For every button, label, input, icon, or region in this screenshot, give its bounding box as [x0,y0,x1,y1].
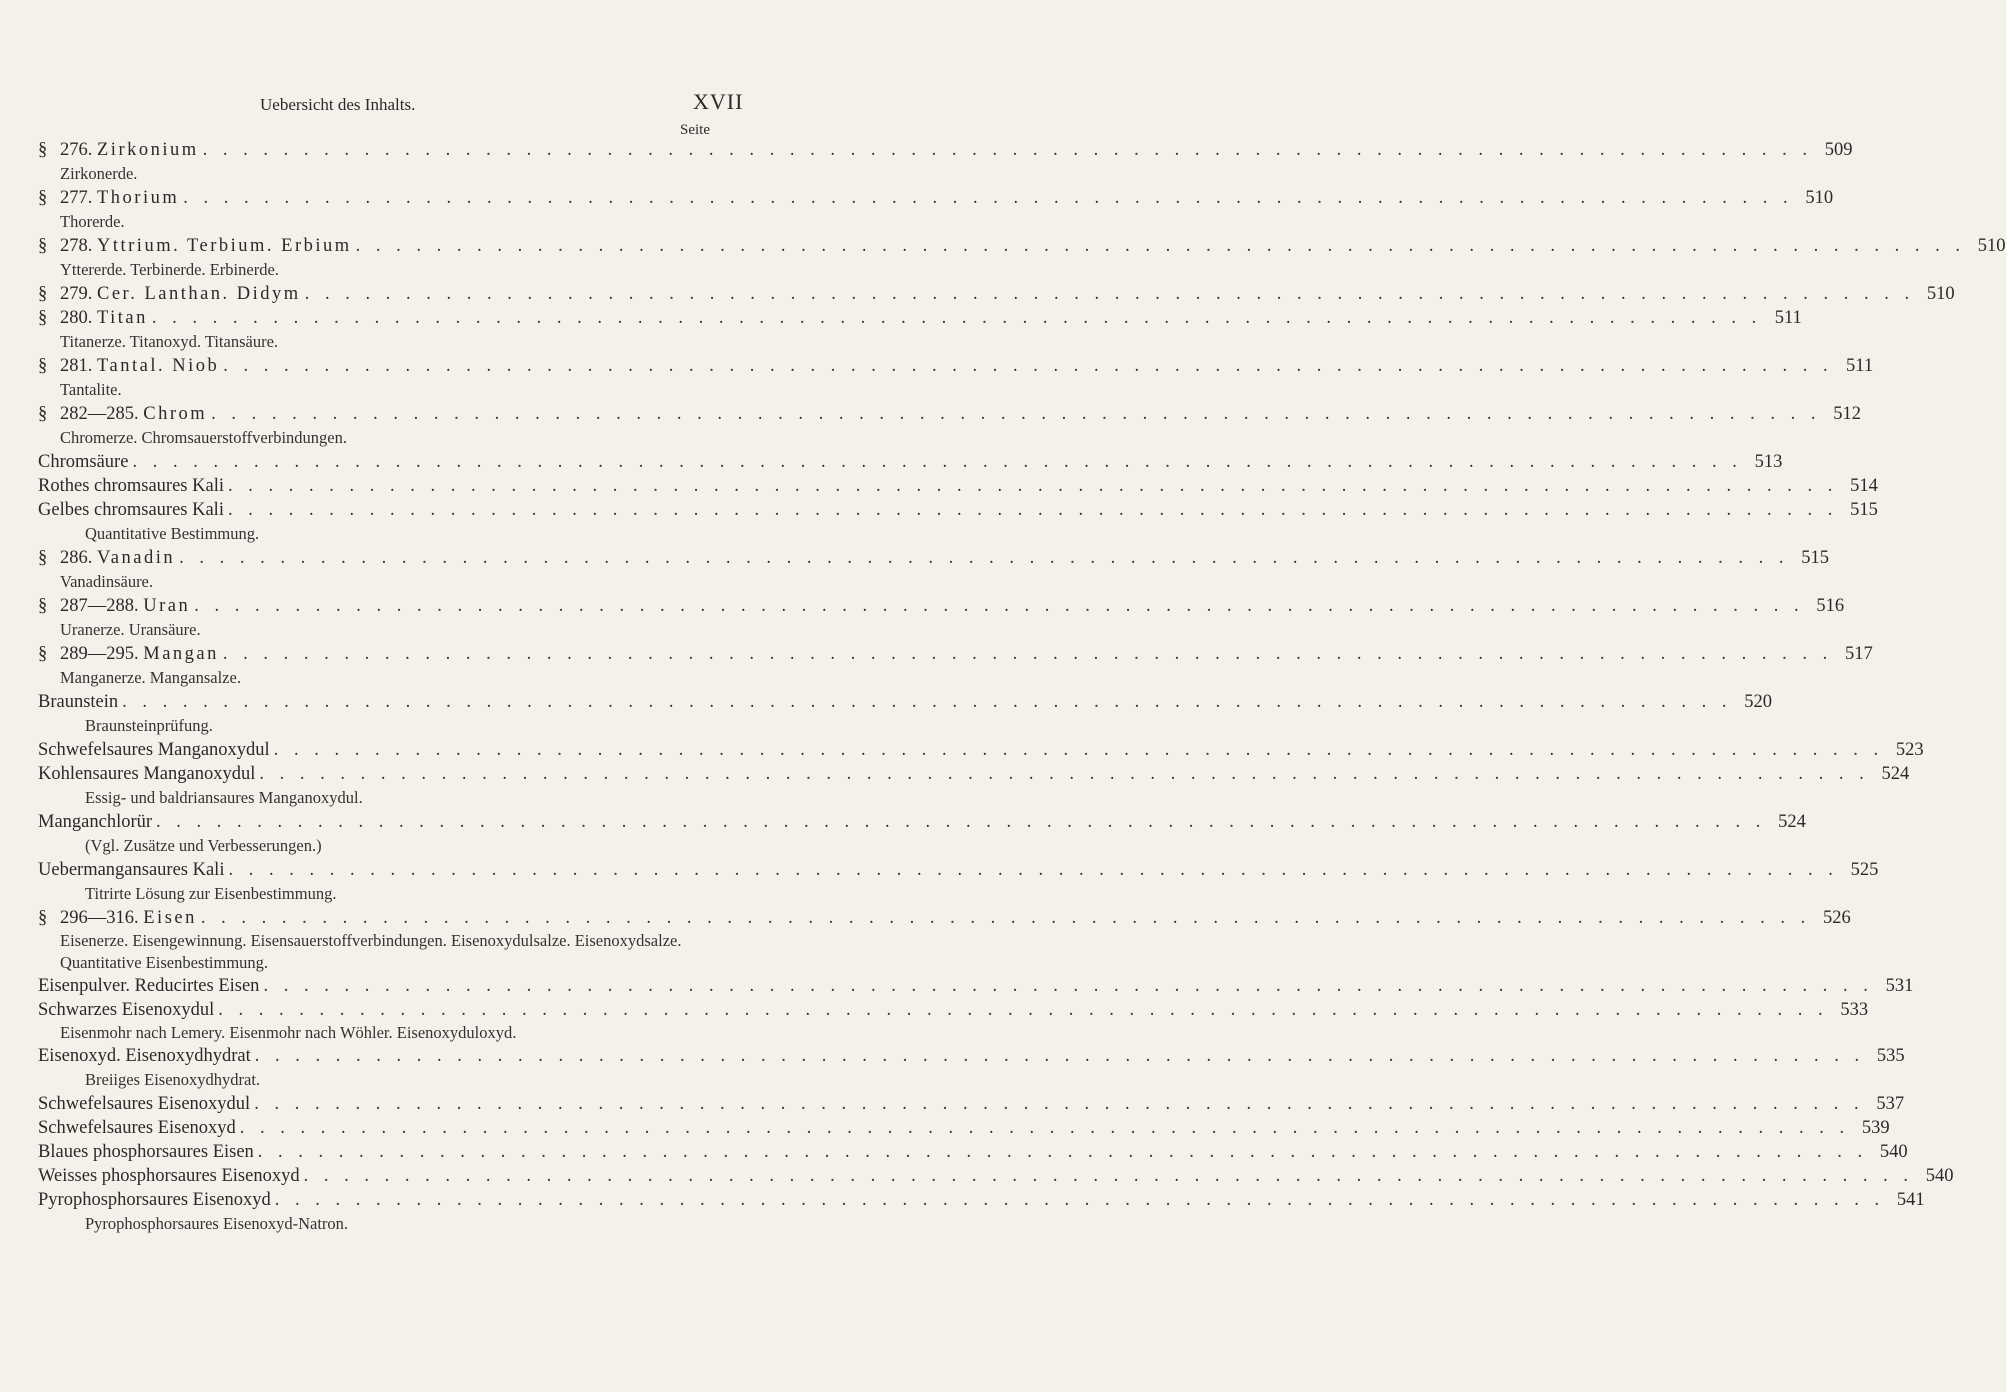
toc-entry [38,354,1874,378]
entry-page: 537 [1876,1094,1905,1114]
entry-page: 510 [1926,284,1955,304]
leader-dots: . . . . . . . . . . . . . . . . . . . . . . . . . . . . . . . . . . . . . . . . . . . . . . . . . . . . . . . . . . . . . . . . . . . . . . . . . . . . . . . . [122,692,1733,712]
entry-title: Gelbes chromsaures Kali [38,500,224,520]
leader-dots: . . . . . . . . . . . . . . . . . . . . . . . . . . . . . . . . . . . . . . . . . . . . . . . . . . . . . . . . . . . . . . . . . . . . . . . . . . . . . . . . [202,140,1813,160]
entry-title: Titan [97,308,148,328]
toc-entry [38,474,1878,498]
leader-dots: . . . . . . . . . . . . . . . . . . . . . . . . . . . . . . . . . . . . . . . . . . . . . . . . . . . . . . . . . . . . . . . . . . . . . . . . . . . . . . . . [211,404,1822,424]
section-number: 287—288. [60,596,144,616]
leader-dots: . . . . . . . . . . . . . . . . . . . . . . . . . . . . . . . . . . . . . . . . . . . . . . . . . . . . . . . . . . . . . . . . . . . . . . . . . . . . . . . . [239,1118,1850,1138]
toc-entry [38,1092,1905,1116]
leader-dots: . . . . . . . . . . . . . . . . . . . . . . . . . . . . . . . . . . . . . . . . . . . . . . . . . . . . . . . . . . . . . . . . . . . . . . . . . . . . . . . . [151,308,1762,328]
toc-entry [38,234,2006,258]
entry-title: Blaues phosphorsaures Eisen [38,1142,254,1162]
entry-page: 524 [1881,764,1910,784]
toc-entry [38,282,1955,306]
entry-page: 511 [1846,356,1874,376]
entry-page: 520 [1744,692,1773,712]
section-number: 289—295. [60,644,144,664]
leader-dots: . . . . . . . . . . . . . . . . . . . . . . . . . . . . . . . . . . . . . . . . . . . . . . . . . . . . . . . . . . . . . . . . . . . . . . . . . . . . . . . . [274,1190,1885,1210]
section-sign: § [38,140,48,160]
leader-dots: . . . . . . . . . . . . . . . . . . . . . . . . . . . . . . . . . . . . . . . . . . . . . . . . . . . . . . . . . . . . . . . . . . . . . . . . . . . . . . . . [200,908,1811,928]
entry-title: Schwarzes Eisenoxydul [38,1000,215,1020]
entry-title: Schwefelsaures Eisenoxydul [38,1094,251,1114]
page-number: XVII [693,89,744,114]
leader-dots: . . . . . . . . . . . . . . . . . . . . . . . . . . . . . . . . . . . . . . . . . . . . . . . . . . . . . . . . . . . . . . . . . . . . . . . . . . . . . . . . [222,644,1833,664]
section-sign: § [38,548,48,568]
toc-entry [38,998,1869,1022]
entry-title: Vanadin [97,548,176,568]
entry-page: 525 [1850,860,1879,880]
toc-subentry: Eisenerze. Eisengewinnung. Eisensauerstoffverbindungen. Eisenoxydulsalze. Eisenoxydsalze. Quantitative Eisenbestimmung. [60,931,682,972]
toc-entry [38,906,1851,930]
toc-subentry: Titrirte Lösung zur Eisenbestimmung. [85,884,337,903]
entry-page: 516 [1816,596,1845,616]
leader-dots: . . . . . . . . . . . . . . . . . . . . . . . . . . . . . . . . . . . . . . . . . . . . . . . . . . . . . . . . . . . . . . . . . . . . . . . . . . . . . . . . [273,740,1884,760]
toc-entry [38,1140,1908,1164]
entry-title: Thorium [97,188,180,208]
entry-title: Chrom [143,404,208,424]
entry-title: Rothes chromsaures Kali [38,476,224,496]
section-number: 281. [60,356,97,376]
entry-title: Tantal. Niob [97,356,220,376]
section-sign: § [38,236,48,256]
toc-entry [38,1188,1925,1212]
toc-entry [38,402,1862,426]
entry-title: Yttrium. Terbium. Erbium [97,236,352,256]
entry-title: Manganchlorür [38,812,153,832]
entry-page: 515 [1801,548,1829,568]
section-sign: § [38,356,48,376]
toc-entry [38,690,1773,714]
entry-page: 509 [1824,140,1853,160]
section-number: 278. [60,236,97,256]
leader-dots: . . . . . . . . . . . . . . . . . . . . . . . . . . . . . . . . . . . . . . . . . . . . . . . . . . . . . . . . . . . . . . . . . . . . . . . . . . . . . . . . [227,500,1838,520]
entry-page: 517 [1845,644,1873,664]
toc-entry [38,974,1914,998]
entry-title: Uebermangansaures Kali [38,860,225,880]
entry-title: Cer. Lanthan. Didym [97,284,301,304]
section-sign: § [38,188,48,208]
toc-subentry: Titanerze. Titanoxyd. Titansäure. [60,332,279,351]
entry-title: Mangan [143,644,219,664]
leader-dots: . . . . . . . . . . . . . . . . . . . . . . . . . . . . . . . . . . . . . . . . . . . . . . . . . . . . . . . . . . . . . . . . . . . . . . . . . . . . . . . . [254,1094,1865,1114]
toc-subentry: Vanadinsäure. [60,572,154,591]
toc-entry [38,642,1873,666]
entry-title: Uran [143,596,191,616]
entry-page: 510 [1977,236,2006,256]
entry-page: 539 [1861,1118,1890,1138]
section-number: 296—316. [60,908,144,928]
table-of-contents [38,138,2006,1236]
running-title: Uebersicht des Inhalts. [260,95,416,114]
section-sign: § [38,284,48,304]
entry-page: 535 [1876,1046,1905,1066]
entry-title: Eisenoxyd. Eisenoxydhydrat [38,1046,251,1066]
leader-dots: . . . . . . . . . . . . . . . . . . . . . . . . . . . . . . . . . . . . . . . . . . . . . . . . . . . . . . . . . . . . . . . . . . . . . . . . . . . . . . . . [263,976,1874,996]
entry-title: Schwefelsaures Eisenoxyd [38,1118,236,1138]
leader-dots: . . . . . . . . . . . . . . . . . . . . . . . . . . . . . . . . . . . . . . . . . . . . . . . . . . . . . . . . . . . . . . . . . . . . . . . . . . . . . . . . [156,812,1766,832]
entry-page: 531 [1885,976,1914,996]
entry-title: Eisen [143,908,197,928]
leader-dots: . . . . . . . . . . . . . . . . . . . . . . . . . . . . . . . . . . . . . . . . . . . . . . . . . . . . . . . . . . . . . . . . . . . . . . . . . . . . . . . . [228,476,1838,496]
section-number: 277. [60,188,97,208]
toc-subentry: Breiiges Eisenoxydhydrat. [85,1070,261,1089]
toc-subentry: Yttererde. Terbinerde. Erbinerde. [60,260,279,279]
toc-subentry: Zirkonerde. [60,164,138,183]
toc-entry [38,858,1879,882]
toc-entry [38,1164,1954,1188]
leader-dots: . . . . . . . . . . . . . . . . . . . . . . . . . . . . . . . . . . . . . . . . . . . . . . . . . . . . . . . . . . . . . . . . . . . . . . . . . . . . . . . . [228,860,1839,880]
toc-subentry: Quantitative Bestimmung. [85,524,260,543]
leader-dots: . . . . . . . . . . . . . . . . . . . . . . . . . . . . . . . . . . . . . . . . . . . . . . . . . . . . . . . . . . . . . . . . . . . . . . . . . . . . . . . . [223,356,1834,376]
toc-entry [38,546,1829,570]
toc-entry [38,1116,1890,1140]
seite-label: Seite [680,122,710,138]
toc-entry [38,594,1845,618]
entry-title: Eisenpulver. Reducirtes Eisen [38,976,260,996]
toc-subentry: Braunsteinprüfung. [85,716,213,735]
leader-dots: . . . . . . . . . . . . . . . . . . . . . . . . . . . . . . . . . . . . . . . . . . . . . . . . . . . . . . . . . . . . . . . . . . . . . . . . . . . . . . . . [194,596,1805,616]
toc-entry [38,738,1924,762]
toc-subentry: (Vgl. Zusätze und Verbesserungen.) [85,836,322,855]
toc-entry [38,1044,1905,1068]
section-sign: § [38,596,48,616]
section-sign: § [38,908,48,928]
toc-subentry: Thorerde. [60,212,125,231]
toc-subentry: Chromerze. Chromsauerstoffverbindungen. [60,428,347,447]
toc-subentry: Tantalite. [60,380,122,399]
leader-dots: . . . . . . . . . . . . . . . . . . . . . . . . . . . . . . . . . . . . . . . . . . . . . . . . . . . . . . . . . . . . . . . . . . . . . . . . . . . . . . . . [254,1046,1865,1066]
section-number: 276. [60,140,97,160]
entry-page: 533 [1840,1000,1869,1020]
entry-title: Chromsäure [38,452,129,472]
entry-page: 510 [1805,188,1834,208]
toc-entry [38,450,1783,474]
entry-page: 540 [1879,1142,1908,1162]
leader-dots: . . . . . . . . . . . . . . . . . . . . . . . . . . . . . . . . . . . . . . . . . . . . . . . . . . . . . . . . . . . . . . . . . . . . . . . . . . . . . . . . [355,236,1966,256]
entry-page: 513 [1754,452,1783,472]
entry-title: Pyrophosphorsaures Eisenoxyd [38,1190,271,1210]
section-sign: § [38,644,48,664]
entry-page: 541 [1896,1190,1925,1210]
entry-title: Weisses phosphorsaures Eisenoxyd [38,1166,300,1186]
leader-dots: . . . . . . . . . . . . . . . . . . . . . . . . . . . . . . . . . . . . . . . . . . . . . . . . . . . . . . . . . . . . . . . . . . . . . . . . . . . . . . . . [179,548,1789,568]
entry-page: 512 [1833,404,1862,424]
entry-page: 524 [1778,812,1806,832]
leader-dots: . . . . . . . . . . . . . . . . . . . . . . . . . . . . . . . . . . . . . . . . . . . . . . . . . . . . . . . . . . . . . . . . . . . . . . . . . . . . . . . . [259,764,1870,784]
toc-subentry: Eisenmohr nach Lemery. Eisenmohr nach Wöhler. Eisenoxyduloxyd. [60,1023,517,1042]
section-number: 279. [60,284,97,304]
toc-entry [38,762,1910,786]
leader-dots: . . . . . . . . . . . . . . . . . . . . . . . . . . . . . . . . . . . . . . . . . . . . . . . . . . . . . . . . . . . . . . . . . . . . . . . . . . . . . . . . [257,1142,1868,1162]
toc-subentry: Manganerze. Mangansalze. [60,668,241,687]
entry-title: Schwefelsaures Manganoxydul [38,740,270,760]
section-number: 286. [60,548,97,568]
toc-entry [38,138,1853,162]
toc-entry [38,810,1806,834]
section-number: 280. [60,308,97,328]
entry-title: Kohlensaures Manganoxydul [38,764,256,784]
leader-dots: . . . . . . . . . . . . . . . . . . . . . . . . . . . . . . . . . . . . . . . . . . . . . . . . . . . . . . . . . . . . . . . . . . . . . . . . . . . . . . . . [218,1000,1829,1020]
entry-page: 540 [1925,1166,1954,1186]
leader-dots: . . . . . . . . . . . . . . . . . . . . . . . . . . . . . . . . . . . . . . . . . . . . . . . . . . . . . . . . . . . . . . . . . . . . . . . . . . . . . . . . [303,1166,1914,1186]
leader-dots: . . . . . . . . . . . . . . . . . . . . . . . . . . . . . . . . . . . . . . . . . . . . . . . . . . . . . . . . . . . . . . . . . . . . . . . . . . . . . . . . [304,284,1915,304]
toc-entry [38,186,1834,210]
leader-dots: . . . . . . . . . . . . . . . . . . . . . . . . . . . . . . . . . . . . . . . . . . . . . . . . . . . . . . . . . . . . . . . . . . . . . . . . . . . . . . . . [132,452,1743,472]
section-sign: § [38,404,48,424]
toc-entry [38,306,1802,330]
toc-subentry: Pyrophosphorsaures Eisenoxyd-Natron. [85,1214,349,1233]
entry-page: 523 [1895,740,1924,760]
toc-subentry: Uranerze. Uransäure. [60,620,201,639]
section-number: 282—285. [60,404,144,424]
entry-page: 526 [1822,908,1851,928]
entry-title: Zirkonium [97,140,199,160]
toc-subentry: Essig- und baldriansaures Manganoxydul. [85,788,363,807]
leader-dots: . . . . . . . . . . . . . . . . . . . . . . . . . . . . . . . . . . . . . . . . . . . . . . . . . . . . . . . . . . . . . . . . . . . . . . . . . . . . . . . . [183,188,1794,208]
entry-page: 511 [1774,308,1802,328]
entry-title: Braunstein [38,692,119,712]
toc-entry [38,498,1878,522]
section-sign: § [38,308,48,328]
entry-page: 514 [1850,476,1878,496]
entry-page: 515 [1850,500,1878,520]
